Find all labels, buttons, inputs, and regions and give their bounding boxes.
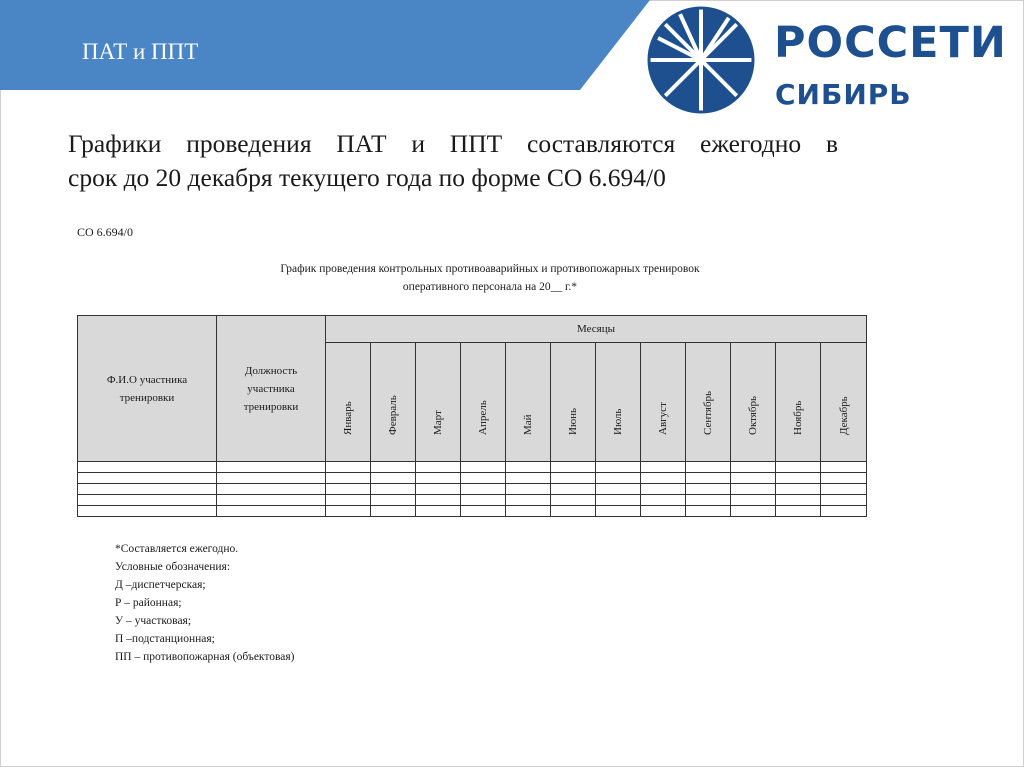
heading-line-2: срок до 20 декабря текущего года по форме СО 6.694/0 [68, 163, 666, 192]
table-cell [821, 506, 867, 517]
table-cell [416, 462, 461, 473]
month-label: Июнь [567, 407, 579, 435]
table-cell [78, 506, 217, 517]
table-cell [326, 484, 371, 495]
month-label: Январь [342, 401, 354, 435]
month-label: Февраль [387, 395, 399, 435]
table-cell [506, 473, 551, 484]
month-label: Март [432, 410, 444, 435]
table-cell [731, 473, 776, 484]
table-row [78, 462, 867, 473]
month-label: Июль [612, 408, 624, 435]
schedule-table [77, 315, 867, 517]
table-cell [217, 484, 326, 495]
table-cell [461, 506, 506, 517]
table-cell [416, 506, 461, 517]
table-cell [686, 495, 731, 506]
table-cell [686, 506, 731, 517]
table-cell [217, 495, 326, 506]
table-cell [371, 484, 416, 495]
table-cell [641, 484, 686, 495]
table-cell [776, 462, 821, 473]
month-header-cell [461, 343, 506, 462]
table-cell [371, 462, 416, 473]
table-cell [641, 506, 686, 517]
table-cell [326, 462, 371, 473]
page-heading [68, 127, 838, 195]
logo-subtitle: СИБИРЬ [775, 78, 912, 111]
header-months: Месяцы [326, 316, 867, 343]
table-cell [506, 462, 551, 473]
table-cell [326, 473, 371, 484]
month-header-cell [641, 343, 686, 462]
table-cell [78, 495, 217, 506]
table-body [78, 462, 867, 517]
table-row [78, 506, 867, 517]
slide-title: ПАТ и ППТ [82, 39, 199, 64]
legend-item: Д –диспетчерская; [115, 579, 206, 591]
table-cell [596, 506, 641, 517]
table-cell [78, 473, 217, 484]
legend-title: Условные обозначения: [115, 561, 231, 573]
table-cell [821, 473, 867, 484]
table-cell [78, 484, 217, 495]
table-cell [821, 495, 867, 506]
table-cell [776, 473, 821, 484]
table-cell [821, 484, 867, 495]
table-cell [217, 473, 326, 484]
month-header-cell [821, 343, 867, 462]
month-header-cell [596, 343, 641, 462]
table-cell [776, 506, 821, 517]
table-cell [416, 473, 461, 484]
table-cell [596, 473, 641, 484]
table-cell [371, 473, 416, 484]
table-cell [686, 473, 731, 484]
month-header-cell [776, 343, 821, 462]
table-row [78, 495, 867, 506]
table-cell [731, 506, 776, 517]
table-cell [371, 495, 416, 506]
month-label: Май [522, 414, 534, 435]
table-cell [776, 484, 821, 495]
table-cell [217, 506, 326, 517]
form-title-line-2: оперативного персонала на 20__ г.* [402, 281, 578, 293]
month-header-cell [731, 343, 776, 462]
month-label: Август [657, 402, 669, 435]
table-cell [641, 495, 686, 506]
month-label: Апрель [477, 400, 489, 435]
legend-item: П –подстанционная; [115, 633, 215, 645]
table-cell [506, 506, 551, 517]
table-cell [596, 495, 641, 506]
table-cell [506, 495, 551, 506]
month-header-cell [371, 343, 416, 462]
table-cell [217, 462, 326, 473]
month-label: Декабрь [837, 396, 850, 435]
form-code: СО 6.694/0 [77, 225, 134, 239]
table-row [78, 484, 867, 495]
table-cell [551, 462, 596, 473]
month-header-cell [326, 343, 371, 462]
table-cell [596, 462, 641, 473]
month-label: Сентябрь [702, 390, 714, 435]
table-cell [731, 484, 776, 495]
month-label: Октябрь [747, 396, 759, 435]
table-cell [326, 506, 371, 517]
month-header-cell [686, 343, 731, 462]
table-cell [731, 462, 776, 473]
table-cell [821, 462, 867, 473]
table-cell [686, 484, 731, 495]
table-cell [596, 484, 641, 495]
month-header-cell [416, 343, 461, 462]
heading-line-1: Графики проведения ПАТ и ППТ составляются ежегодно в [68, 129, 838, 158]
table-cell [731, 495, 776, 506]
logo-name: РОССЕТИ [774, 18, 1007, 68]
table-cell [78, 462, 217, 473]
table-cell [371, 506, 416, 517]
table-cell [326, 495, 371, 506]
table-row [78, 473, 867, 484]
table-cell [551, 484, 596, 495]
month-header-cell [506, 343, 551, 462]
table-cell [416, 484, 461, 495]
table-cell [551, 506, 596, 517]
legend-item: ПП – противопожарная (объектовая) [115, 651, 295, 663]
notes-block [115, 540, 295, 666]
footnote: *Составляется ежегодно. [115, 543, 239, 555]
month-header-cell [551, 343, 596, 462]
form-title-line-1: График проведения контрольных противоаварийных и противопожарных тренировок [280, 263, 700, 275]
table-cell [776, 495, 821, 506]
table-cell [461, 462, 506, 473]
table-cell [461, 473, 506, 484]
table-cell [416, 495, 461, 506]
table-cell [686, 462, 731, 473]
table-cell [506, 484, 551, 495]
table-cell [641, 462, 686, 473]
form-title [200, 260, 780, 296]
table-cell [461, 484, 506, 495]
table-cell [551, 473, 596, 484]
legend-item: Р – районная; [115, 597, 182, 609]
table-cell [551, 495, 596, 506]
legend-item: У – участковая; [115, 615, 192, 627]
header-fio: Ф.И.О участника тренировки [78, 316, 217, 462]
table-cell [461, 495, 506, 506]
header-position: Должность участника тренировки [217, 316, 326, 462]
month-label: Ноябрь [792, 400, 804, 435]
table-cell [641, 473, 686, 484]
